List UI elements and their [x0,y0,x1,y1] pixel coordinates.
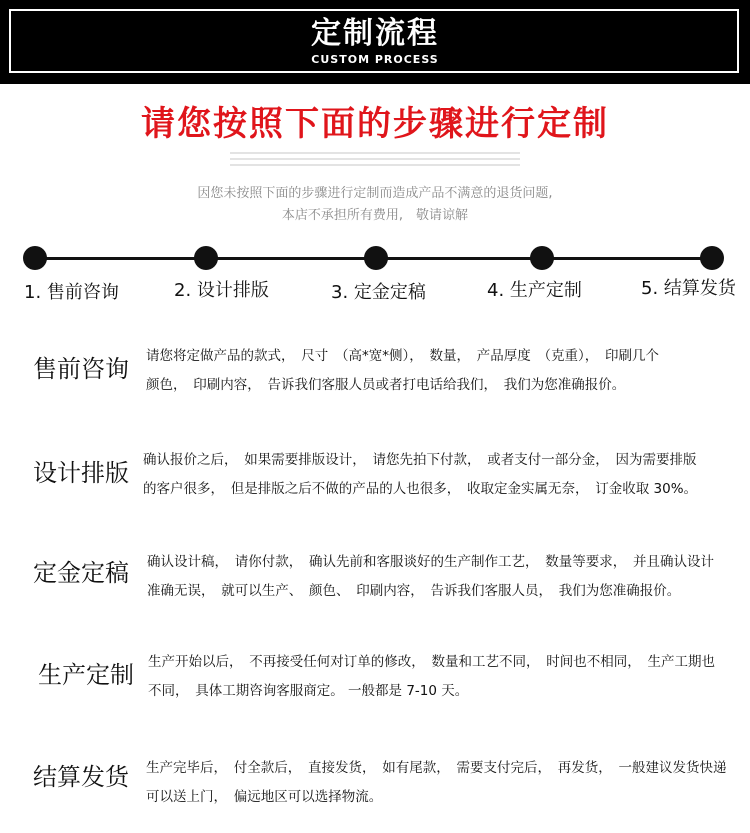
timeline-dot [530,246,554,270]
decorative-line [230,158,520,160]
header-subtitle: CUSTOM PROCESS [311,53,439,66]
section-title: 设计排版 [33,459,129,487]
section-body-line: 准确无误， 就可以生产、 颜色、 印刷内容， 告诉我们客服人员， 我们为您准确报价。 [147,583,681,599]
section-body-line: 不同， 具体工期咨询客服商定。 一般都是 7-10 天。 [148,683,469,699]
section-title: 定金定稿 [33,559,129,587]
section-body [146,342,736,400]
section-title: 结算发货 [33,763,129,791]
section-body-line: 生产完毕后， 付全款后， 直接发货， 如有尾款， 需要支付完后， 再发货， 一般建议发货快递 [146,760,727,776]
section-body-line: 可以送上门， 偏远地区可以选择物流。 [146,789,383,805]
header-title: 定制流程 [311,16,439,51]
decorative-line [230,152,520,154]
headline: 请您按照下面的步骤进行定制 [141,104,609,144]
section-body-line: 请您将定做产品的款式， 尺寸 （高*宽*侧）， 数量， 产品厚度 （克重）， 印刷几个 [146,348,659,364]
section-body [148,648,738,706]
timeline-step-label: 3. 定金定稿 [331,282,426,303]
timeline-step-label: 1. 售前咨询 [24,282,119,303]
timeline-step-label: 2. 设计排版 [174,280,269,301]
section-body [143,446,733,504]
section-title: 售前咨询 [33,355,129,383]
timeline-dot [194,246,218,270]
process-timeline [0,236,750,303]
timeline-step-label: 4. 生产定制 [487,280,582,301]
section-body [147,548,737,606]
notice-line-2: 本店不承担所有费用, 敬请谅解 [281,208,469,223]
section-body-line: 颜色， 印刷内容， 告诉我们客服人员或者打电话给我们， 我们为您准确报价。 [146,377,626,393]
section-title: 生产定制 [38,661,134,689]
header-banner [0,0,750,84]
timeline-dot [364,246,388,270]
section-body [146,754,736,812]
section-body-line: 确认设计稿， 请你付款， 确认先前和客服谈好的生产制作工艺， 数量等要求， 并且确认设计 [147,554,714,570]
section-body-line: 确认报价之后， 如果需要排版设计， 请您先拍下付款， 或者支付一部分金， 因为需要排版 [143,452,697,468]
section-body-line: 的客户很多， 但是排版之后不做的产品的人也很多， 收取定金实属无奈， 订金收取 30%。 [143,481,698,497]
timeline-step-label: 5. 结算发货 [641,278,736,299]
timeline-dot [23,246,47,270]
notice-line-1: 因您未按照下面的步骤进行定制而造成产品不满意的退货问题, [197,186,553,201]
timeline-dot [700,246,724,270]
decorative-line [230,164,520,166]
section-body-line: 生产开始以后， 不再接受任何对订单的修改， 数量和工艺不同， 时间也不相同， 生产工期也 [148,654,715,670]
